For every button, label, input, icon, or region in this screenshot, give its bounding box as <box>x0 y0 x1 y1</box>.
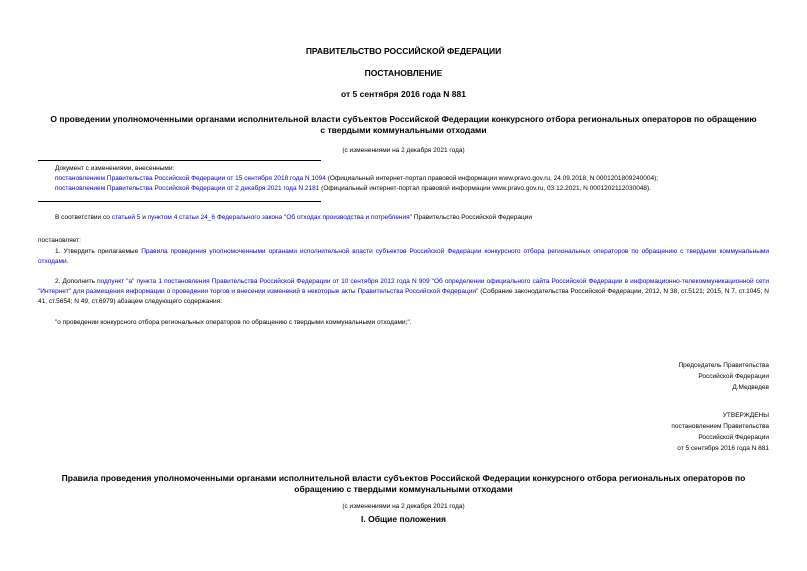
rules-edition-note: (с изменениями на 2 декабря 2021 года) <box>342 503 465 510</box>
rules-link[interactable]: Правила проведения уполномоченными органами исполнительной власти субъектов Российской Федерации конкурсного отбора региональных операторов по обращению с твердыми коммунальными отходами. <box>38 248 769 265</box>
changes-top-rule <box>38 160 321 161</box>
changes-intro: Документ с изменениями, внесенными: <box>55 165 175 172</box>
rules-title: Правила проведения уполномоченными органами исполнительной власти субъектов Российской Федерации конкурсного отбора региональных операторов по обращению с твердыми коммунальными отходами <box>61 473 746 494</box>
approval-title: УТВЕРЖДЕНЫ <box>722 412 769 419</box>
changes-item-2 <box>55 184 775 194</box>
document-type-heading: ПОСТАНОВЛЕНИЕ <box>364 68 443 78</box>
signature-block <box>678 360 769 393</box>
edition-note: (с изменениями на 2 декабря 2021 года) <box>342 147 465 154</box>
approval-by: постановлением Правительства <box>671 423 769 430</box>
changes-block <box>55 164 775 194</box>
approval-country: Российской Федерации <box>698 434 769 441</box>
clause-2-quote: "о проведении конкурсного отбора региональных операторов по обращению с твердыми коммунальными отходами;". <box>55 319 412 326</box>
document-title: О проведении уполномоченными органами исполнительной власти субъектов Российской Федерации конкурсного отбора региональных операторов по обращению с твердыми коммунальными отходами <box>50 114 757 135</box>
amendment-link-2021[interactable]: постановлением Правительства Российской Федерации от 2 декабря 2021 года N 2181 <box>55 185 320 192</box>
approval-date: от 5 сентября 2016 года N 881 <box>677 445 769 452</box>
amendment-source-2021: (Официальный интернет-портал правовой информации www.pravo.gov.ru, 03.12.2021, N 0001202112030048). <box>319 185 652 192</box>
preamble-paragraph <box>55 213 770 223</box>
changes-bottom-rule <box>38 201 321 202</box>
government-heading: ПРАВИТЕЛЬСТВО РОССИЙСКОЙ ФЕДЕРАЦИИ <box>305 46 502 56</box>
article-5-link[interactable]: статьей 5 <box>111 214 141 221</box>
preamble-text-end: Правительство Российской Федерации <box>411 214 532 221</box>
signature-name: Д.Медведев <box>732 384 769 391</box>
preamble-text-start: В соответствии со <box>55 214 112 221</box>
decree-word: постановляет: <box>38 237 81 244</box>
preamble-text-and: и <box>140 214 148 221</box>
approval-block <box>671 410 769 454</box>
clause-2-source: (Собрание законодательства Российской Федерации, 2012, N 38, ст.5121; 2015, N 7, ст.1045; N 41, ст.5654; N 49, ст.6979) абзацем следующего содержания: <box>38 288 769 305</box>
clause-1-paragraph <box>38 247 769 267</box>
document-date-number: от 5 сентября 2016 года N 881 <box>341 89 466 99</box>
amendment-link-2018[interactable]: постановлением Правительства Российской Федерации от 15 сентября 2018 года N 1094 <box>55 175 326 182</box>
signature-country: Российской Федерации <box>698 373 769 380</box>
amendment-source-2018: (Официальный интернет-портал правовой информации www.pravo.gov.ru, 24.09.2018, N 0001201809240004); <box>325 175 659 182</box>
federal-law-link[interactable]: пунктом 4 статьи 24_6 Федерального закона "Об отходах производства и потребления" <box>147 214 412 221</box>
section-heading: I. Общие положения <box>361 514 446 524</box>
clause-2-paragraph <box>38 277 769 307</box>
clause-2-text: 2. Дополнить <box>55 278 98 285</box>
signature-position: Председатель Правительства <box>678 362 769 369</box>
decree-909-link[interactable]: подпункт "а" пункта 1 постановления Правительства Российской Федерации от 10 сентября 2012 года N 909 "Об определении официального сайта Российской Федерации в информационно-телекоммуникационной сети "Интернет" для размещения информации о проведении торгов и внесении изменений в некоторые акты Правительства Российской Федерации" <box>38 278 769 295</box>
clause-1-text: 1. Утвердить прилагаемые <box>55 248 142 255</box>
changes-item-1 <box>55 174 775 184</box>
